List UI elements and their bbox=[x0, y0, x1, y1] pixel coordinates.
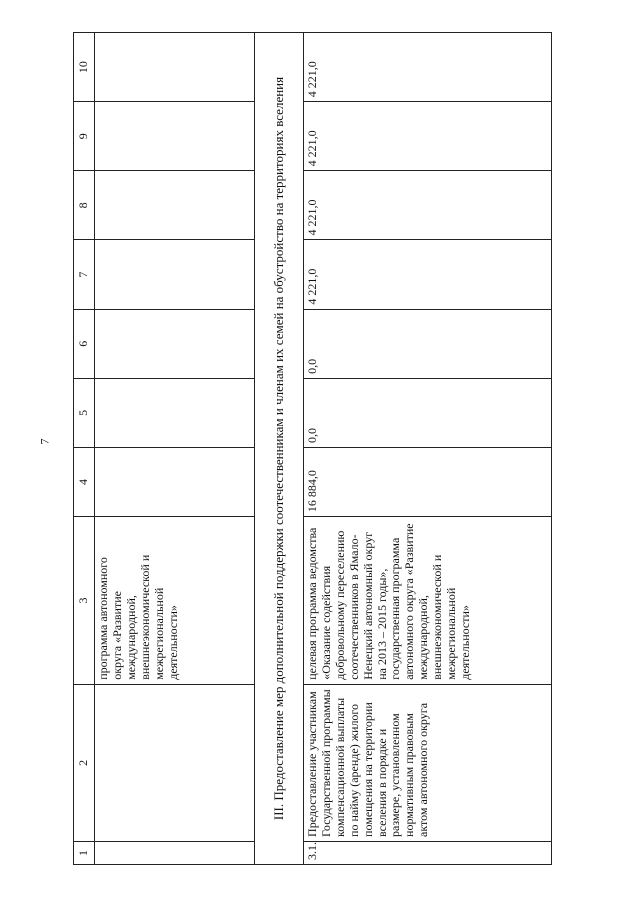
section-title: III. Предоставление мер дополнительной поддержки соотечественникам и членам их семей на обустройство на территориях вселения bbox=[255, 33, 304, 865]
header-cell: 9 bbox=[74, 102, 95, 171]
cell-value: 0,0 bbox=[304, 309, 552, 378]
header-cell: 4 bbox=[74, 447, 95, 516]
header-row bbox=[74, 33, 95, 865]
program-table bbox=[73, 32, 552, 865]
cell-value: 0,0 bbox=[304, 378, 552, 447]
table-row bbox=[304, 33, 552, 865]
cell-value: 4 221,0 bbox=[304, 171, 552, 240]
header-cell: 3 bbox=[74, 517, 95, 685]
cell bbox=[95, 171, 255, 240]
cell-funding-source: целевая программа ведомства «Оказание содействия добровольному переселению соотечественников в Ямало-Ненецкий автономный округ на 2013 – 2015 годы», государственная программа автономного округа «Развитие международной, внешнеэкономической и межрегиональной деятельности» bbox=[304, 517, 552, 685]
header-cell: 5 bbox=[74, 378, 95, 447]
continuation-row bbox=[95, 33, 255, 865]
header-cell: 1 bbox=[74, 841, 95, 864]
header-cell: 7 bbox=[74, 240, 95, 309]
cell-number: 3.1. bbox=[304, 841, 552, 864]
cell-value: 4 221,0 bbox=[304, 240, 552, 309]
cell bbox=[95, 447, 255, 516]
cell bbox=[95, 240, 255, 309]
cell bbox=[95, 684, 255, 841]
cell-value: 4 221,0 bbox=[304, 102, 552, 171]
header-cell: 6 bbox=[74, 309, 95, 378]
cell bbox=[95, 841, 255, 864]
header-cell: 8 bbox=[74, 171, 95, 240]
section-row bbox=[255, 33, 304, 865]
cell-value: 4 221,0 bbox=[304, 33, 552, 102]
cell bbox=[95, 102, 255, 171]
cell bbox=[95, 378, 255, 447]
rotated-table-container bbox=[73, 32, 603, 865]
cell bbox=[95, 309, 255, 378]
cell-measure-name: Предоставление участникам Государственной программы компенсационной выплаты по найму (аренде) жилого помещения на территории вселения в порядке и размере, установленном нормативным правовым актом автономного округа bbox=[304, 684, 552, 841]
cell bbox=[95, 33, 255, 102]
cell-source-continued: программа автономного округа «Развитие международной, внешнеэкономической и межрегиональной деятельности» bbox=[95, 517, 255, 685]
cell-value: 16 884,0 bbox=[304, 447, 552, 516]
header-cell: 2 bbox=[74, 684, 95, 841]
header-cell: 10 bbox=[74, 33, 95, 102]
page-number: 7 bbox=[37, 438, 52, 445]
